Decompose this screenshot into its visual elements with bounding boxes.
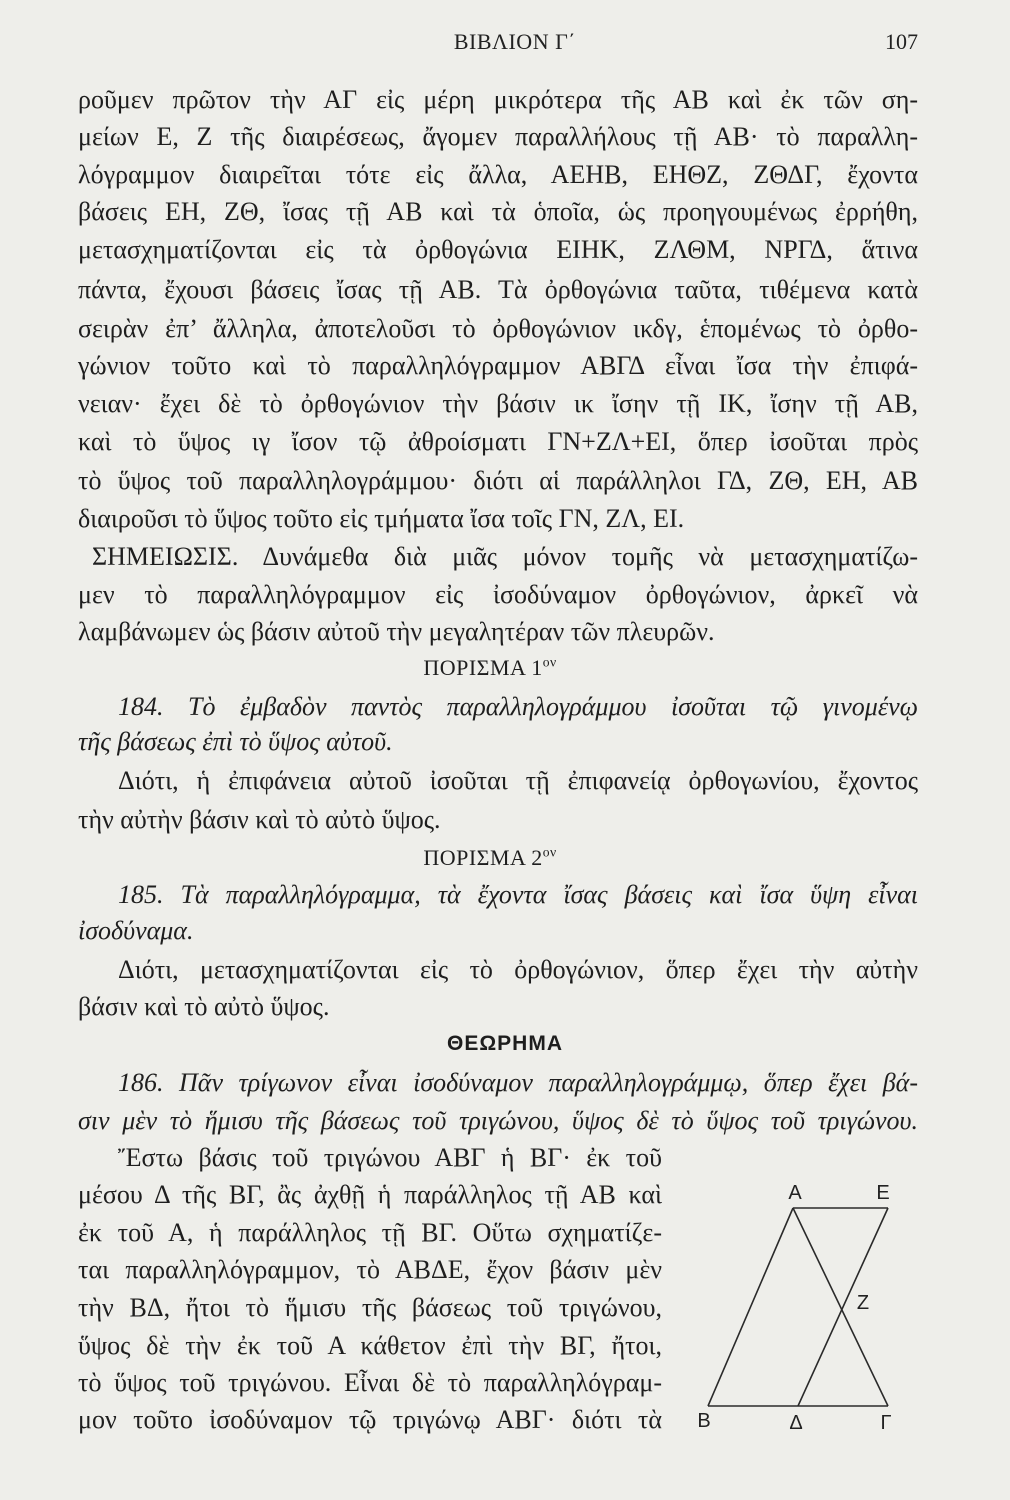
- corollary-ordinal-suffix: ον: [542, 654, 557, 670]
- text-line: μείων Ε, Ζ τῆς διαιρέσεως, ἄγομεν παραλλήλους τῇ ΑΒ· τὸ παραλλη-: [78, 122, 918, 151]
- triangle-parallelogram-figure: [690, 1170, 910, 1440]
- text-line: μετασχηματίζονται εἰς τὰ ὀρθογώνια ΕΙΗΚ, ΖΛΘΜ, ΝΡΓΔ, ἅτινα: [78, 235, 918, 264]
- segment-ab: [708, 1208, 793, 1406]
- vertex-label-z: Ζ: [856, 1292, 870, 1314]
- text-line: σειρὰν ἐπ’ ἄλληλα, ἀποτελοῦσι τὸ ὀρθογώνιον ικδγ, ἑπομένως τὸ ὀρθο-: [78, 314, 918, 343]
- note-line: μεν τὸ παραλληλόγραμμον εἰς ἰσοδύναμον ὀρθογώνιον, ἀρκεῖ νὰ: [78, 580, 918, 609]
- text-line: τὸ ὕψος τοῦ παραλληλογράμμου· διότι αἱ παράλληλοι ΓΔ, ΖΘ, ΕΗ, ΑΒ: [78, 466, 918, 495]
- theorem-heading: ΘΕΩΡΗΜΑ: [446, 1032, 563, 1055]
- theorem-proof-line: Ἔστω βάσις τοῦ τριγώνου ΑΒΓ ἡ ΒΓ· ἐκ τοῦ: [118, 1143, 662, 1172]
- note-line: λαμβάνωμεν ὡς βάσιν αὐτοῦ τὴν μεγαλητέραν τῶν πλευρῶν.: [78, 617, 715, 646]
- corollary-heading: [0, 839, 980, 877]
- text-line: γώνιον τοῦτο καὶ τὸ παραλληλόγραμμον ΑΒΓΔ εἶναι ἴσα τὴν ἐπιφά-: [78, 351, 918, 380]
- theorem-proof-line: ὕψος δὲ τὴν ἐκ τοῦ Α κάθετον ἐπὶ τὴν ΒΓ, ἤτοι,: [78, 1331, 662, 1360]
- corollary-heading: [0, 649, 980, 687]
- corollary-heading-label: ΠΟΡΙΣΜΑ: [423, 845, 526, 870]
- theorem-statement-line: 186. Πᾶν τρίγωνον εἶναι ἰσοδύναμον παραλληλογράμμῳ, ὅπερ ἔχει βά-: [118, 1068, 918, 1097]
- page-number: 107: [885, 29, 918, 54]
- text-line: πάντα, ἔχουσι βάσεις ἴσας τῇ ΑΒ. Τὰ ὀρθογώνια ταῦτα, τιθέμενα κατὰ: [78, 275, 918, 304]
- corollary-statement-line: 184. Τὸ ἐμβαδὸν παντὸς παραλληλογράμμου ἰσοῦται τῷ γινομένῳ: [118, 692, 918, 721]
- text-line: διαιροῦσι τὸ ὕψος τοῦτο εἰς τμήματα ἴσα τοῖς ΓΝ, ΖΛ, ΕΙ.: [78, 504, 685, 533]
- corollary-heading-label: ΠΟΡΙΣΜΑ: [423, 655, 526, 680]
- vertex-label-g: Γ: [880, 1412, 892, 1434]
- theorem-statement-line: σιν μὲν τὸ ἥμισυ τῆς βάσεως τοῦ τριγώνου, ὕψος δὲ τὸ ὕψος τοῦ τριγώνου.: [78, 1106, 918, 1135]
- corollary-number: 2: [531, 845, 543, 870]
- theorem-proof-line: ἐκ τοῦ Α, ἡ παράλληλος τῇ ΒΓ. Οὕτω σχηματίζε-: [78, 1218, 662, 1247]
- vertex-label-a: Α: [788, 1182, 802, 1204]
- theorem-proof-line: μον τοῦτο ἰσοδύναμον τῷ τριγώνῳ ΑΒΓ· διότι τὰ: [78, 1405, 662, 1434]
- corollary-proof-line: τὴν αὐτὴν βάσιν καὶ τὸ αὐτὸ ὕψος.: [78, 805, 441, 834]
- text-line: βάσεις ΕΗ, ΖΘ, ἴσας τῇ ΑΒ καὶ τὰ ὁποῖα, ὡς προηγουμένως ἐρρήθη,: [78, 197, 918, 226]
- corollary-proof-line: βάσιν καὶ τὸ αὐτὸ ὕψος.: [78, 992, 330, 1021]
- text-line: ροῦμεν πρῶτον τὴν ΑΓ εἰς μέρη μικρότερα τῆς ΑΒ καὶ ἐκ τῶν ση-: [78, 85, 918, 114]
- corollary-proof-line: Διότι, ἡ ἐπιφάνεια αὐτοῦ ἰσοῦται τῇ ἐπιφανείᾳ ὀρθογωνίου, ἔχοντος: [118, 766, 918, 795]
- note-line: ΣΗΜΕΙΩΣΙΣ. Δυνάμεθα διὰ μιᾶς μόνον τομῆς νὰ μετασχηματίζω-: [92, 542, 918, 571]
- vertex-label-d: Δ: [789, 1412, 803, 1434]
- running-head: ΒΙΒΛΙΟΝ Γ΄: [453, 29, 577, 54]
- text-line: νειαν· ἔχει δὲ τὸ ὀρθογώνιον τὴν βάσιν ικ ἴσην τῇ ΙΚ, ἴσην τῇ ΑΒ,: [78, 389, 918, 418]
- theorem-proof-line: τὴν ΒΔ, ἤτοι τὸ ἥμισυ τῆς βάσεως τοῦ τριγώνου,: [78, 1293, 662, 1322]
- corollary-proof-line: Διότι, μετασχηματίζονται εἰς τὸ ὀρθογώνιον, ὅπερ ἔχει τὴν αὐτὴν: [118, 955, 918, 984]
- corollary-statement-line: τῆς βάσεως ἐπὶ τὸ ὕψος αὐτοῦ.: [78, 727, 393, 756]
- theorem-proof-line: ται παραλληλόγραμμον, τὸ ΑΒΔΕ, ἔχον βάσιν μὲν: [78, 1255, 662, 1284]
- vertex-label-e: Ε: [876, 1182, 890, 1204]
- text-line: καὶ τὸ ὕψος ιγ ἴσον τῷ ἀθροίσματι ΓΝ+ΖΛ+ΕΙ, ὅπερ ἰσοῦται πρὸς: [78, 427, 918, 456]
- vertex-label-b: Β: [697, 1410, 711, 1432]
- corollary-ordinal-suffix: ον: [542, 844, 557, 860]
- text-line: λόγραμμον διαιρεῖται τότε εἰς ἄλλα, ΑΕΗΒ, ΕΗΘΖ, ΖΘΔΓ, ἔχοντα: [78, 160, 918, 189]
- corollary-number: 1: [531, 655, 543, 680]
- theorem-proof-line: τὸ ὕψος τοῦ τριγώνου. Εἶναι δὲ τὸ παραλληλόγραμ-: [78, 1368, 662, 1397]
- corollary-statement-line: 185. Τὰ παραλληλόγραμμα, τὰ ἔχοντα ἴσας βάσεις καὶ ἴσα ὕψη εἶναι: [118, 880, 918, 909]
- corollary-statement-line: ἰσοδύναμα.: [78, 916, 194, 945]
- theorem-proof-line: μέσου Δ τῆς ΒΓ, ἂς ἀχθῇ ἡ παράλληλος τῇ ΑΒ καὶ: [78, 1180, 662, 1209]
